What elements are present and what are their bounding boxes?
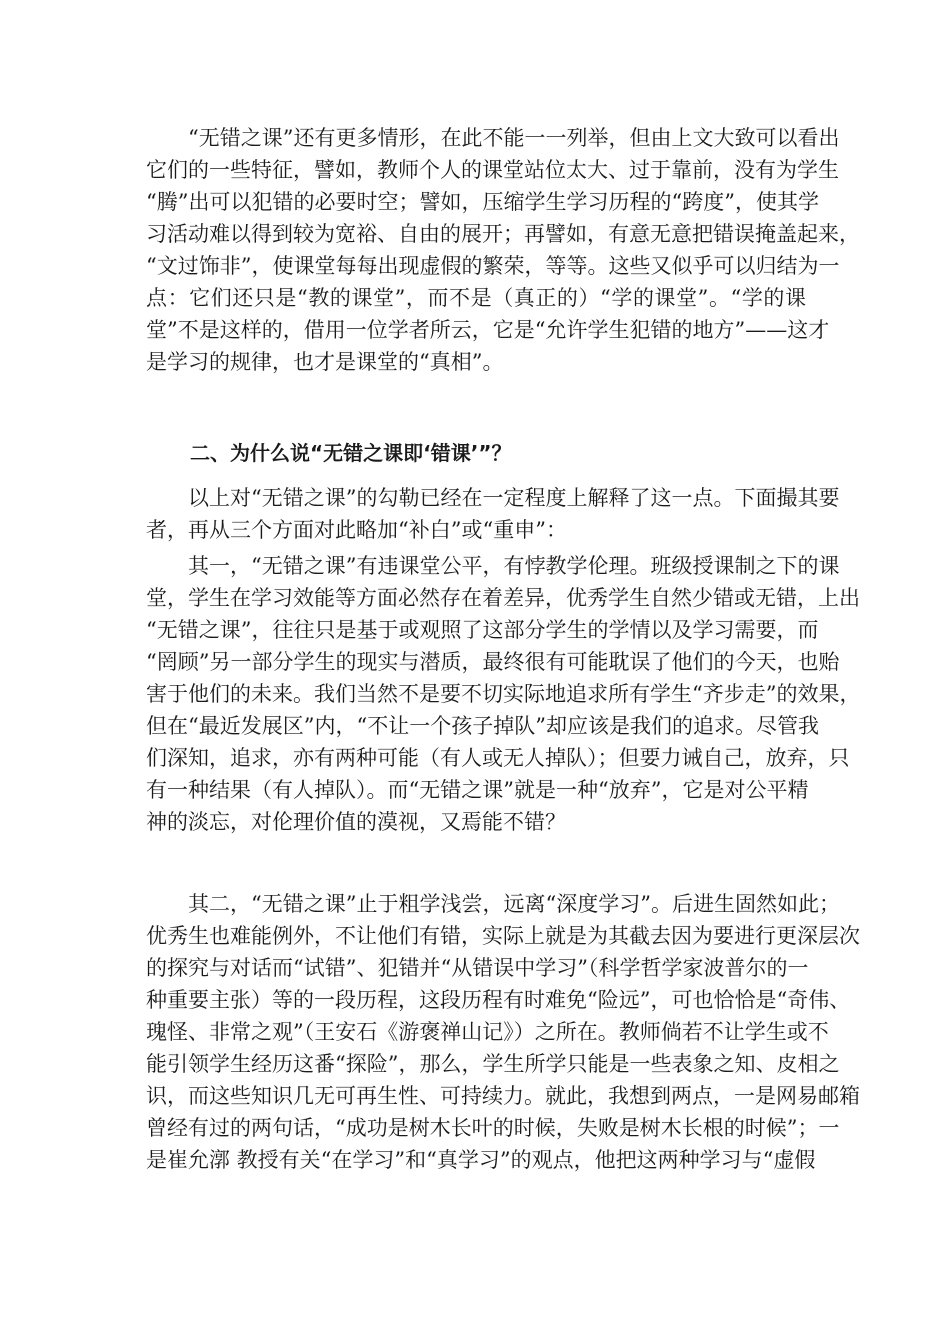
text-line: 的探究与对话而“试错”、犯错并“从错误中学习”（科学哲学家波普尔的一: [146, 956, 809, 980]
text-line: 能引领学生经历这番“探险”，那么，学生所学只能是一些表象之知、皮相之: [146, 1052, 840, 1076]
paragraph-point-two: [146, 888, 860, 1176]
text-line: 但在“最近发展区”内，“不让一个孩子掉队”却应该是我们的追求。尽管我: [146, 714, 819, 738]
text-line: 其二，“无错之课”止于粗学浅尝，远离“深度学习”。后进生固然如此；: [188, 892, 840, 916]
text-line: 害于他们的未来。我们当然不是要不切实际地追求所有学生“齐步走”的效果，: [146, 682, 861, 706]
text-line: 识，而这些知识几无可再生性、可持续力。就此，我想到两点，一是网易邮箱: [146, 1084, 860, 1108]
text-line: 是崔允漷 教授有关“在学习”和“真学习”的观点，他把这两种学习与“虚假: [146, 1148, 816, 1172]
text-line: “无错之课”还有更多情形，在此不能一一列举，但由上文大致可以看出: [188, 126, 840, 150]
text-line: 点：它们还只是“教的课堂”，而不是（真正的）“学的课堂”。“学的课: [146, 286, 806, 310]
text-line: 堂”不是这样的，借用一位学者所云，它是“允许学生犯错的地方”——这才: [146, 318, 830, 342]
text-line: 以上对“无错之课”的勾勒已经在一定程度上解释了这一点。下面撮其要: [188, 486, 840, 510]
text-line: “无错之课”，往往只是基于或观照了这部分学生的学情以及学习需要，而: [146, 618, 819, 642]
text-line: 它们的一些特征，譬如，教师个人的课堂站位太大、过于靠前，没有为学生: [146, 158, 839, 182]
paragraph-intro: [146, 122, 860, 378]
text-line: 习活动难以得到较为宽裕、自由的展开；再譬如，有意无意把错误掩盖起来，: [146, 222, 860, 246]
text-line: 优秀生也难能例外，不让他们有错，实际上就是为其截去因为要进行更深层次: [146, 924, 860, 948]
section-heading: 二、为什么说“无错之课即‘错课’”？: [190, 441, 512, 465]
text-line: 堂，学生在学习效能等方面必然存在着差异，优秀学生自然少错或无错，上出: [146, 586, 860, 610]
text-line: 是学习的规律，也才是课堂的“真相”。: [146, 350, 504, 374]
text-line: 们深知，追求，亦有两种可能（有人或无人掉队）；但要力诫自己，放弃，只: [146, 746, 850, 770]
text-line: 曾经有过的两句话，“成功是树木长叶的时候，失败是树木长根的时候”；一: [146, 1116, 840, 1140]
text-line: 种重要主张）等的一段历程，这段历程有时难免“险远”，可也恰恰是“奇伟、: [146, 988, 851, 1012]
text-line: “腾”出可以犯错的必要时空；譬如，压缩学生学习历程的“跨度”，使其学: [146, 190, 819, 214]
text-line: 其一，“无错之课”有违课堂公平，有悖教学伦理。班级授课制之下的课: [188, 554, 840, 578]
text-line: “文过饰非”，使课堂每每出现虚假的繁荣，等等。这些又似乎可以归结为一: [146, 254, 840, 278]
text-line: 有一种结果（有人掉队）。而“无错之课”就是一种“放弃”，它是对公平精: [146, 778, 809, 802]
paragraph-summary: [146, 482, 840, 546]
text-line: 者，再从三个方面对此略加“补白”或“重申”：: [146, 518, 567, 542]
paragraph-point-one: [146, 550, 861, 838]
text-line: “罔顾”另一部分学生的现实与潜质，最终很有可能耽误了他们的今天，也贻: [146, 650, 840, 674]
text-line: 神的淡忘，对伦理价值的漠视，又焉能不错？: [146, 810, 566, 834]
text-line: 瑰怪、非常之观”（王安石《游褒禅山记》）之所在。教师倘若不让学生或不: [146, 1020, 829, 1044]
